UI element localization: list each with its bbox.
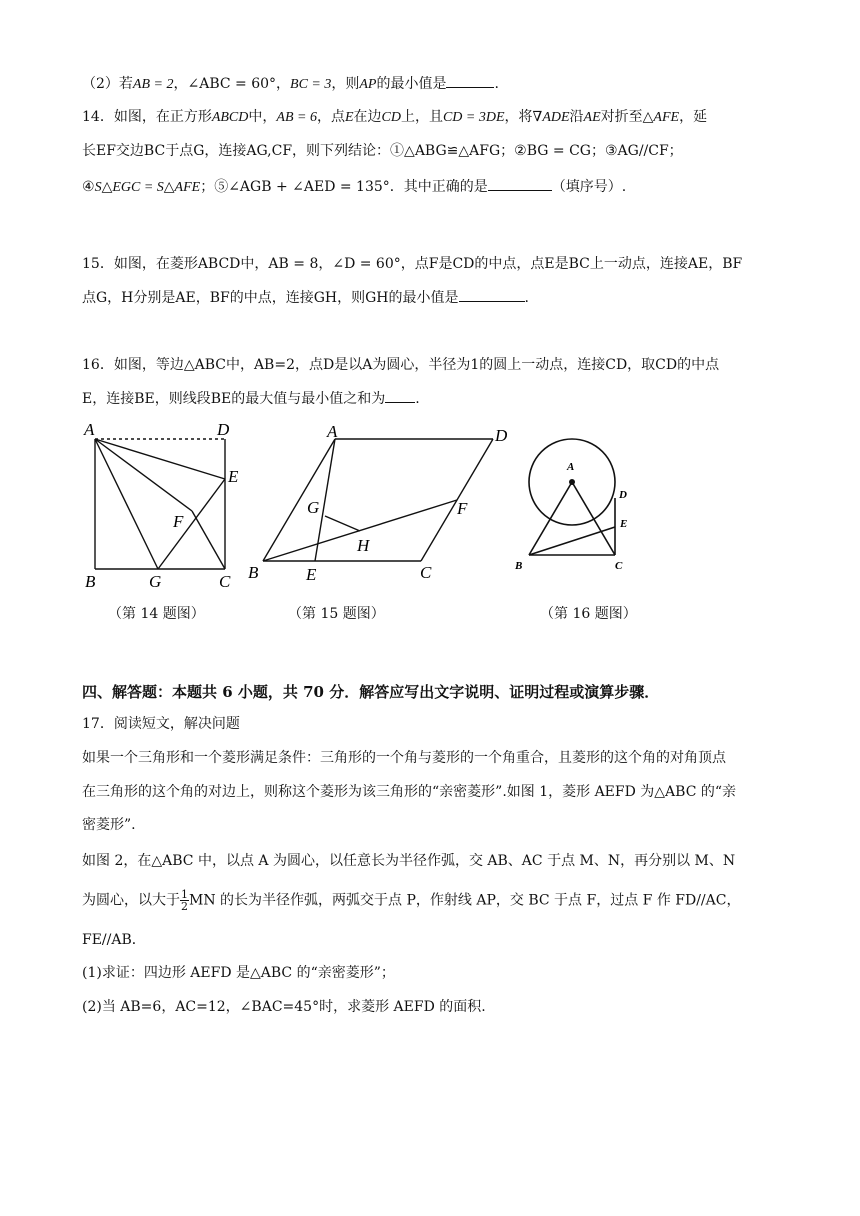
caption-fig16: （第 16 题图） bbox=[540, 606, 637, 622]
q14-line3: ④S△EGC = S△AFE；⑤∠AGB + ∠AED = 135°．其中正确的是 （填序号）. bbox=[82, 176, 626, 198]
fig16-label-A: A bbox=[567, 461, 575, 473]
fig15-label-E: E bbox=[306, 565, 317, 584]
q13-part2: （2）若AB = 2，∠ABC = 60°，BC = 3，则AP的最小值是 . bbox=[82, 73, 499, 95]
fig15-label-A: A bbox=[327, 422, 338, 441]
fig14-label-D: D bbox=[217, 420, 230, 439]
fig14-segment-AE bbox=[95, 439, 225, 479]
fig15-label-B: B bbox=[248, 563, 259, 582]
fig15-label-F: F bbox=[457, 499, 468, 518]
answer-blank bbox=[446, 73, 494, 88]
fig15-label-C: C bbox=[420, 563, 432, 582]
figure-14 bbox=[80, 415, 250, 595]
fig16-label-B: B bbox=[515, 560, 523, 572]
fig14-label-E: E bbox=[228, 467, 239, 486]
figure-16 bbox=[505, 430, 645, 580]
q14-line2: 长EF交边BC于点G，连接AG,CF，则下列结论：①△ABG≌△AFG；②BG = CG；③AG//CF； bbox=[82, 143, 683, 159]
fig15-label-G: G bbox=[307, 498, 320, 517]
q15-line2: 点G，H分别是AE，BF的中点，连接GH，则GH的最小值是 . bbox=[82, 287, 529, 308]
fig16-label-D: D bbox=[619, 489, 627, 501]
q16-line2: E，连接BE，则线段BE的最大值与最小值之和为 . bbox=[82, 388, 420, 409]
fig14-label-A: A bbox=[84, 420, 95, 439]
q15-line1: 15．如图，在菱形ABCD中，AB = 8，∠D = 60°，点F是CD的中点，点E是BC上一动点，连接AE，BF bbox=[82, 256, 743, 272]
q17-paragraph-line3: 密菱形”. bbox=[82, 817, 136, 833]
fig15-label-H: H bbox=[357, 536, 370, 555]
fraction-one-half: $\frac{1}{2}$ bbox=[181, 888, 188, 913]
caption-fig14: （第 14 题图） bbox=[108, 606, 205, 622]
fig14-label-F: F bbox=[173, 512, 184, 531]
answer-blank bbox=[459, 287, 525, 302]
fig16-label-C: C bbox=[615, 560, 623, 572]
q17-paragraph-line5: 为圆心，以大于 $\frac{1}{2}$ MN 的长为半径作弧，两弧交于点 P，作射线 AP，交 BC 于点 F，过点 F 作 FD//AC， bbox=[82, 888, 741, 913]
fig16-label-E: E bbox=[620, 518, 628, 530]
fig16-segment-BE bbox=[529, 527, 615, 555]
q16-line1: 16．如图，等边△ABC中，AB=2，点D是以A为圆心，半径为1的圆上一动点，连接CD，取CD的中点 bbox=[82, 357, 720, 373]
fig14-label-C: C bbox=[219, 572, 231, 591]
fig16-segment-AC bbox=[572, 482, 615, 555]
answer-blank bbox=[488, 176, 552, 191]
q17-paragraph-line4: 如图 2，在△ABC 中，以点 A 为圆心，以任意长为半径作弧，交 AB、AC 于点 M、N，再分别以 M、N bbox=[82, 853, 736, 869]
fig14-segment-FC bbox=[192, 511, 225, 569]
section-heading: 四、解答题：本题共 6 小题，共 70 分．解答应写出文字说明、证明过程或演算步骤． bbox=[82, 683, 660, 701]
answer-blank bbox=[385, 388, 415, 403]
q17-title: 17．阅读短文，解决问题 bbox=[82, 716, 240, 732]
caption-fig15: （第 15 题图） bbox=[288, 606, 385, 622]
fig14-segment-AF bbox=[95, 439, 192, 511]
q17-paragraph-line6: FE//AB． bbox=[82, 932, 146, 948]
fig14-segment-AG bbox=[95, 439, 158, 569]
fig16-center-point bbox=[569, 479, 575, 485]
q17-subquestion-1: (1)求证：四边形 AEFD 是△ABC 的“亲密菱形”； bbox=[82, 965, 395, 981]
fig14-label-B: B bbox=[85, 572, 96, 591]
q17-subquestion-2: (2)当 AB=6，AC=12，∠BAC=45°时，求菱形 AEFD 的面积. bbox=[82, 999, 486, 1015]
q17-paragraph-line2: 在三角形的这个角的对边上，则称这个菱形为该三角形的“亲密菱形”.如图 1，菱形 AEFD 为△ABC 的“亲 bbox=[82, 784, 737, 800]
q14-line1: 14．如图，在正方形ABCD中，AB = 6，点E在边CD上，且CD = 3DE，将∇ADE沿AE对折至△AFE，延 bbox=[82, 109, 708, 125]
fig15-segment-GH bbox=[325, 516, 360, 531]
fig14-label-G: G bbox=[149, 572, 162, 591]
q17-paragraph-line1: 如果一个三角形和一个菱形满足条件：三角形的一个角与菱形的一个角重合，且菱形的这个角的对角顶点 bbox=[82, 750, 726, 766]
fig15-label-D: D bbox=[495, 426, 508, 445]
fig16-segment-AB bbox=[529, 482, 572, 555]
fig15-segment-AB bbox=[263, 439, 335, 561]
figure-15 bbox=[245, 415, 525, 595]
